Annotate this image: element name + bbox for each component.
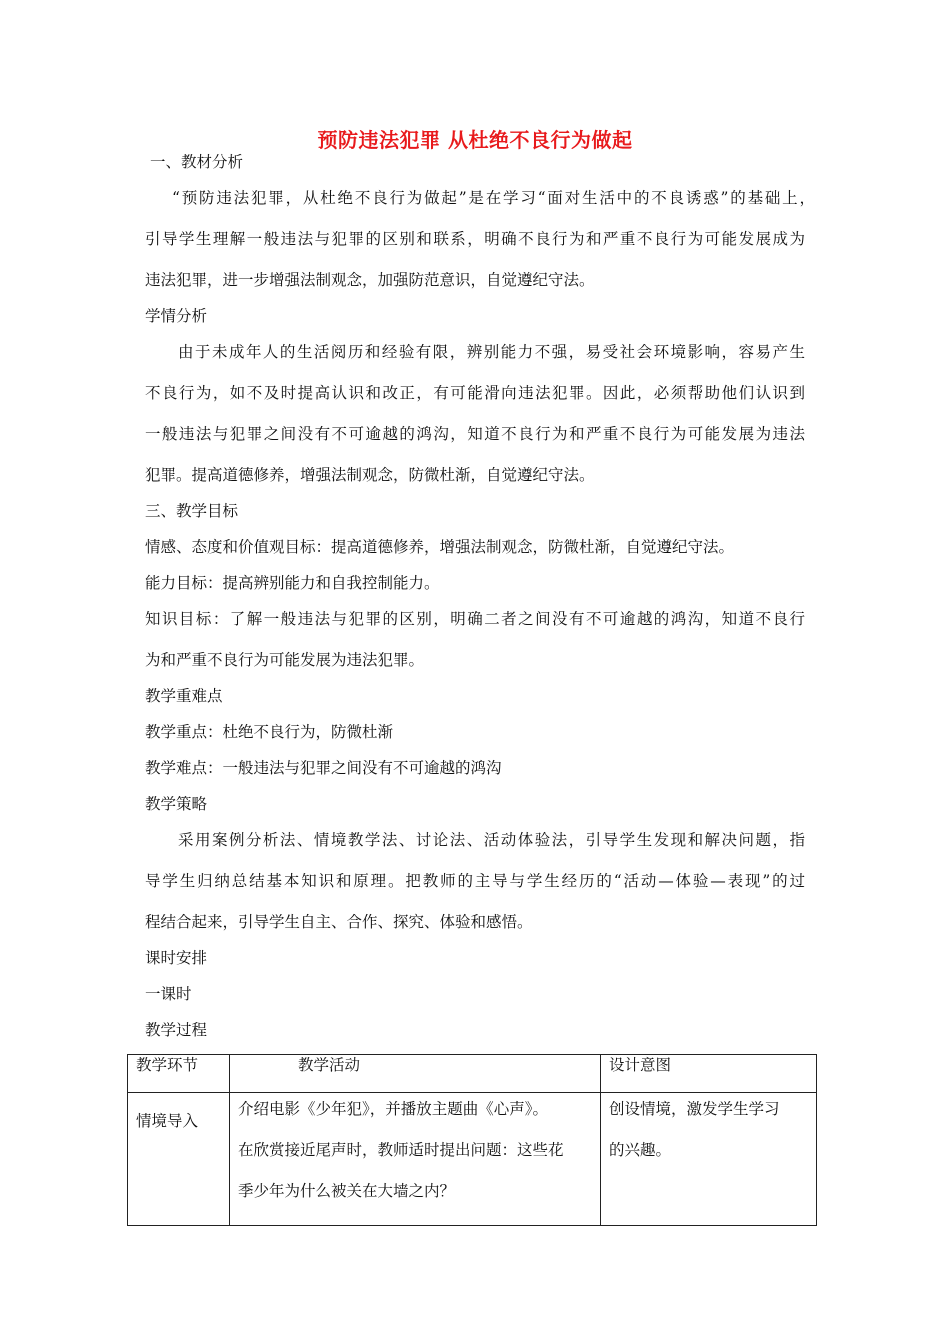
page-title: 预防违法犯罪 从杜绝不良行为做起 <box>317 128 633 152</box>
paragraph-line: 违法犯罪，进一步增强法制观念，加强防范意识，自觉遵纪守法。 <box>145 271 595 289</box>
table-cell-activity <box>230 1093 601 1226</box>
table-cell-stage: 情境导入 <box>128 1093 230 1226</box>
section-heading-strategy: 教学策略 <box>145 795 208 813</box>
key-point-line: 教学重点：杜绝不良行为，防微杜渐 <box>145 723 394 741</box>
teaching-process-table <box>127 1054 817 1226</box>
section-heading-teaching-goals: 三、教学目标 <box>145 502 239 520</box>
section-heading-schedule: 课时安排 <box>145 949 208 967</box>
table-header-row <box>128 1055 817 1093</box>
paragraph-line: 程结合起来，引导学生自主、合作、探究、体验和感悟。 <box>145 913 533 931</box>
activity-line: 介绍电影《少年犯》，并播放主题曲《心声》。 <box>238 1100 549 1118</box>
difficulty-line: 教学难点：一般违法与犯罪之间没有不可逾越的鸿沟 <box>145 759 502 777</box>
table-header-cell: 教学环节 <box>128 1055 230 1093</box>
goal-line-knowledge-cont: 为和严重不良行为可能发展为违法犯罪。 <box>145 651 425 669</box>
goal-line-emotion: 情感、态度和价值观目标：提高道德修养，增强法制观念，防微杜渐，自觉遵纪守法。 <box>145 538 735 556</box>
goal-line-ability: 能力目标：提高辨别能力和自我控制能力。 <box>145 574 440 592</box>
paragraph-line: 一般违法与犯罪之间没有不可逾越的鸿沟，知道不良行为和严重不良行为可能发展为违法 <box>145 425 805 443</box>
table-header-cell: 设计意图 <box>601 1055 817 1093</box>
paragraph-line: 导学生归纳总结基本知识和原理。把教师的主导与学生经历的“活动—体验—表现”的过 <box>145 872 805 890</box>
table-cell-intent <box>601 1093 817 1226</box>
section-heading-student-analysis: 学情分析 <box>145 307 208 325</box>
paragraph-line: 采用案例分析法、情境教学法、讨论法、活动体验法，引导学生发现和解决问题，指 <box>178 831 805 849</box>
section-heading-textbook-analysis: 一、教材分析 <box>150 153 244 171</box>
activity-line: 在欣赏接近尾声时，教师适时提出问题：这些花 <box>238 1141 564 1159</box>
paragraph-line: 不良行为，如不及时提高认识和改正，有可能滑向违法犯罪。因此，必须帮助他们认识到 <box>145 384 805 402</box>
activity-line: 季少年为什么被关在大墙之内？ <box>238 1182 456 1200</box>
goal-line-knowledge: 知识目标：了解一般违法与犯罪的区别，明确二者之间没有不可逾越的鸿沟，知道不良行 <box>145 610 805 628</box>
paragraph-line: 由于未成年人的生活阅历和经验有限，辨别能力不强，易受社会环境影响，容易产生 <box>178 343 805 361</box>
paragraph-line: “预防违法犯罪，从杜绝不良行为做起”是在学习“面对生活中的不良诱惑”的基础上， <box>172 189 815 207</box>
intent-line: 的兴趣。 <box>609 1141 672 1159</box>
paragraph-line: 犯罪。提高道德修养，增强法制观念，防微杜渐，自觉遵纪守法。 <box>145 466 595 484</box>
table-header-cell: 教学活动 <box>230 1055 601 1093</box>
table-row <box>128 1093 817 1226</box>
paragraph-line: 引导学生理解一般违法与犯罪的区别和联系，明确不良行为和严重不良行为可能发展成为 <box>145 230 805 248</box>
schedule-line: 一课时 <box>145 985 192 1003</box>
section-heading-key-points: 教学重难点 <box>145 687 223 705</box>
intent-line: 创设情境，激发学生学习 <box>609 1100 780 1118</box>
section-heading-process: 教学过程 <box>145 1021 208 1039</box>
